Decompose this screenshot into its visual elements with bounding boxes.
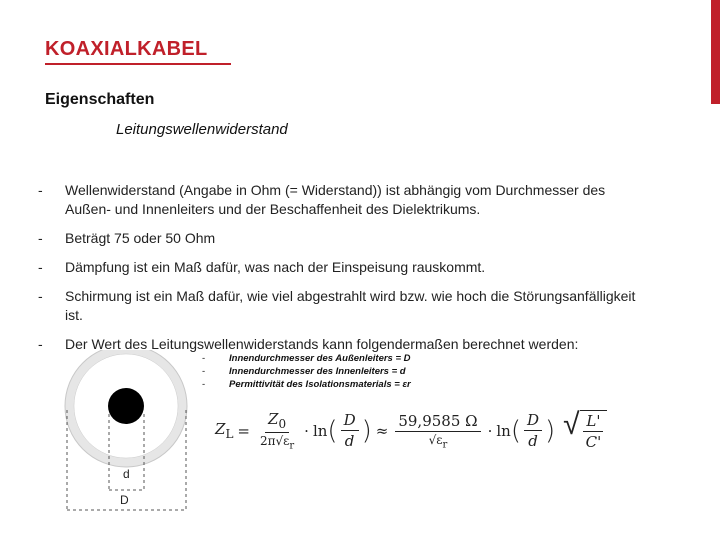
bullet-item bbox=[38, 229, 638, 248]
section-heading: Leitungswellenwiderstand bbox=[116, 121, 288, 138]
formula-equals: = bbox=[237, 421, 250, 440]
definition-item bbox=[202, 365, 522, 378]
definition-dash: - bbox=[202, 366, 206, 377]
slide-title: KOAXIALKABEL bbox=[45, 38, 208, 60]
coax-cross-section-diagram bbox=[60, 350, 205, 515]
bullet-dash: - bbox=[38, 182, 43, 198]
bullet-item bbox=[38, 258, 638, 277]
accent-bar bbox=[711, 0, 720, 104]
definition-item bbox=[202, 352, 522, 365]
definition-text: Permittivität des Isolationsmaterials = εr bbox=[229, 379, 411, 390]
formula-sqrt: √ $\frac{L'}{C'}$ bbox=[563, 410, 607, 451]
formula-fraction-1: $\frac{Z_0}{2\pi√\varepsilon_r}$ bbox=[259, 410, 295, 452]
bullet-dash: - bbox=[38, 230, 43, 246]
bullet-text: Der Wert des Leitungswellenwiderstands kann folgendermaßen berechnet werden: bbox=[65, 336, 579, 352]
definition-dash: - bbox=[202, 353, 206, 364]
definition-text: Innendurchmesser des Innenleiters = d bbox=[229, 366, 406, 377]
definition-item bbox=[202, 378, 522, 391]
formula-fraction-3: $\frac{59,9585 \Omega}{√\varepsilon_r}$ bbox=[395, 412, 480, 450]
bullet-text: Dämpfung ist ein Maß dafür, was nach der Einspeisung rauskommt. bbox=[65, 259, 486, 275]
bullet-dash: - bbox=[38, 336, 43, 352]
formula-lhs: $Z_L$ bbox=[215, 420, 234, 442]
definition-text: Innendurchmesser des Außenleiters = D bbox=[229, 353, 411, 364]
bullet-text: Schirmung ist ein Maß dafür, wie viel abgestrahlt wird bzw. wie hoch die Störungsanfälligkeit ist. bbox=[65, 288, 636, 323]
inner-diameter-label: d bbox=[123, 467, 130, 481]
slide-subtitle: Eigenschaften bbox=[45, 91, 155, 108]
bullet-text: Wellenwiderstand (Angabe in Ohm (= Widerstand)) ist abhängig vom Durchmesser des Außen- und Innenleiters und der Beschaffenheit des Dielektrikums. bbox=[65, 182, 606, 217]
definition-dash: - bbox=[202, 379, 206, 390]
outer-diameter-label: D bbox=[120, 493, 129, 507]
title-underline bbox=[45, 63, 231, 65]
bullet-dash: - bbox=[38, 259, 43, 275]
bullet-list bbox=[38, 181, 638, 364]
formula-fraction-2: $\frac{D}{d}$ bbox=[341, 411, 359, 450]
bullet-dash: - bbox=[38, 288, 43, 304]
impedance-formula: $Z_L$ = $\frac{Z_0}{2\pi√\varepsilon_r}$ · ln ( $\frac{D}{d}$ ) ≈ $\frac{59,9585 \Omega}{√\varepsilon_r}$ · ln ( $\frac{D}{d}$ ) √ $\frac{L'}{C'}$ bbox=[215, 410, 607, 451]
bullet-item bbox=[38, 287, 638, 325]
bullet-text: Beträgt 75 oder 50 Ohm bbox=[65, 230, 216, 246]
formula-fraction-4: $\frac{D}{d}$ bbox=[524, 411, 542, 450]
definition-list bbox=[202, 352, 522, 391]
formula-fraction-5: $\frac{L'}{C'}$ bbox=[583, 412, 605, 451]
bullet-item bbox=[38, 181, 638, 219]
inner-conductor bbox=[108, 388, 144, 424]
